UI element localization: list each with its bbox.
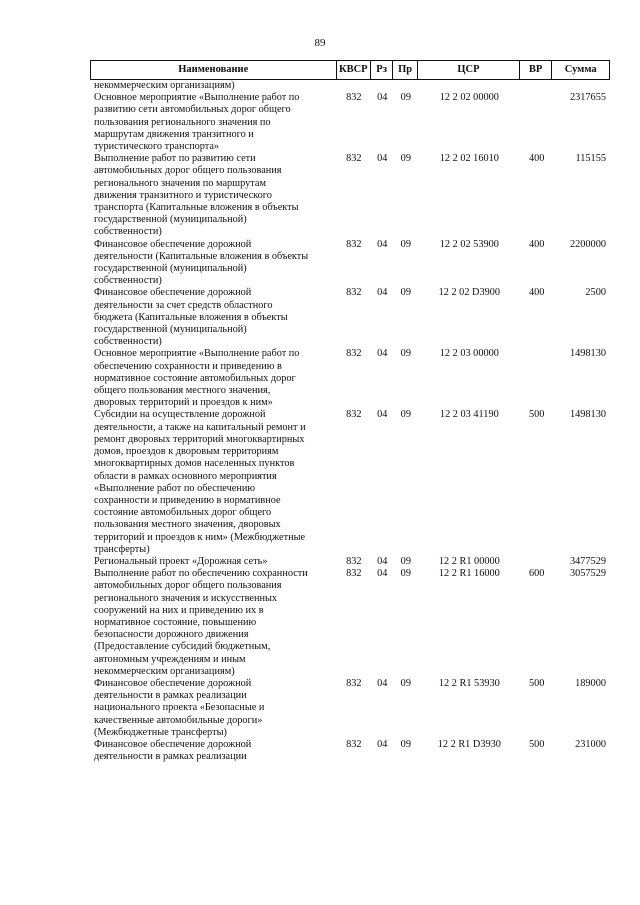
cell-sum: 1498130 <box>569 409 606 421</box>
cell-pr: 09 <box>400 92 411 104</box>
cell-csr: 12 2 R1 D3930 <box>437 738 501 750</box>
cell-rz: 04 <box>377 238 388 250</box>
table-row <box>90 348 610 409</box>
cell-rz: 04 <box>377 92 388 104</box>
cell-kvsr: 832 <box>346 153 362 165</box>
header-csr: ЦСР <box>418 61 520 79</box>
cell-csr: 12 2 02 53900 <box>439 238 499 250</box>
cell-sum: 2500 <box>585 287 606 299</box>
cell-csr: 12 2 R1 16000 <box>438 568 500 580</box>
table-row <box>90 556 610 568</box>
cell-csr: 12 2 02 00000 <box>439 92 499 104</box>
cell-name: Финансовое обеспечение дорожной деятельности (Капитальные вложения в объекты государственной (муниципальной) собственности) <box>94 238 309 287</box>
cell-kvsr: 832 <box>346 287 362 299</box>
cell-sum: 3057529 <box>569 568 606 580</box>
cell-sum: 2317655 <box>569 92 606 104</box>
table-row <box>90 239 610 288</box>
cell-name: некоммерческим организациям) <box>94 80 235 91</box>
cell-vr: 500 <box>528 409 545 421</box>
header-pr: Пр <box>393 61 418 79</box>
cell-vr: 400 <box>528 153 545 165</box>
cell-pr: 09 <box>400 738 411 750</box>
cell-kvsr: 832 <box>346 238 362 250</box>
cell-vr: 500 <box>528 677 545 689</box>
cell-pr: 09 <box>400 409 411 421</box>
cell-pr: 09 <box>400 153 411 165</box>
table-row <box>90 568 610 678</box>
table-row <box>90 92 610 153</box>
cell-sum <box>553 80 610 92</box>
cell-pr: 09 <box>400 348 411 360</box>
cell-pr: 09 <box>400 238 411 250</box>
cell-csr <box>418 80 520 92</box>
cell-csr: 12 2 R1 00000 <box>438 555 500 567</box>
cell-name: Выполнение работ по обеспечению сохранности автомобильных дорог общего пользования регионального значения и искусственных сооружений на них и приведению их в нормативное состояние, повышению безопасности дорожного движения (Предоставление субсидий бюджетным, автономным учреждениям и иным некоммерческим организациям) <box>94 568 308 677</box>
cell-kvsr: 832 <box>346 92 362 104</box>
cell-csr: 12 2 03 00000 <box>439 348 499 360</box>
cell-csr: 12 2 02 16010 <box>439 153 499 165</box>
cell-pr: 09 <box>400 287 411 299</box>
cell-vr <box>520 92 553 153</box>
cell-rz: 04 <box>377 348 388 360</box>
cell-rz: 04 <box>377 555 388 567</box>
cell-kvsr <box>337 80 372 92</box>
cell-pr: 09 <box>400 677 411 689</box>
cell-rz <box>371 80 393 92</box>
table-row <box>90 153 610 238</box>
cell-csr: 12 2 03 41190 <box>439 409 499 421</box>
header-vr: ВР <box>520 61 553 79</box>
cell-kvsr: 832 <box>346 677 362 689</box>
cell-vr: 600 <box>528 568 545 580</box>
cell-vr <box>520 80 553 92</box>
table-row <box>90 287 610 348</box>
table-row <box>90 678 610 739</box>
cell-name: Субсидии на осуществление дорожной деятельности, а также на капитальный ремонт и ремонт дворовых территорий многоквартирных домов, проездов к дворовым территориям многоквартирных домов населенных пунктов области в рамках основного мероприятия «Выполнение работ по обеспечению сохранности и приведению в нормативное состояние автомобильных дорог общего пользования местного значения, дворовых территорий и проездов к ним» (Межбюджетные трансферты) <box>94 409 306 555</box>
cell-rz: 04 <box>377 153 388 165</box>
cell-rz: 04 <box>377 409 388 421</box>
header-sum: Сумма <box>564 64 597 75</box>
cell-vr <box>520 348 553 409</box>
cell-name: Основное мероприятие «Выполнение работ по развитию сети автомобильных дорог общего пользования регионального значения по маршрутам движения транзитного и туристического транспорта» <box>94 92 300 153</box>
table-header <box>90 60 610 80</box>
cell-pr: 09 <box>400 555 411 567</box>
cell-sum: 115155 <box>575 153 606 165</box>
cell-kvsr: 832 <box>346 348 362 360</box>
budget-table <box>90 60 610 763</box>
cell-name: Финансовое обеспечение дорожной деятельности за счет средств областного бюджета (Капитальные вложения в объекты государственной (муниципальной) собственности) <box>94 287 288 348</box>
cell-kvsr: 832 <box>346 738 362 750</box>
cell-name: Основное мероприятие «Выполнение работ по обеспечению сохранности и приведению в нормативное состояние автомобильных дорог общего пользования местного значения, дворовых территорий и проездов к ним» <box>94 348 300 409</box>
cell-rz: 04 <box>377 568 388 580</box>
cell-kvsr: 832 <box>346 409 362 421</box>
cell-vr: 400 <box>528 238 545 250</box>
cell-name: Финансовое обеспечение дорожной деятельности в рамках реализации <box>94 738 252 763</box>
cell-sum: 189000 <box>575 677 606 689</box>
cell-vr: 500 <box>528 738 545 750</box>
table-row <box>90 409 610 555</box>
table-body <box>90 80 610 763</box>
cell-sum: 231000 <box>575 738 606 750</box>
cell-kvsr: 832 <box>346 568 362 580</box>
cell-vr <box>520 556 553 568</box>
cell-rz: 04 <box>377 677 388 689</box>
cell-pr <box>393 80 418 92</box>
cell-name: Выполнение работ по развитию сети автомобильных дорог общего пользования регионального значения по маршрутам движения транзитного и туристического транспорта (Капитальные вложения в объекты государственной (муниципальной) собственности) <box>94 153 299 238</box>
cell-kvsr: 832 <box>346 555 362 567</box>
cell-name: Финансовое обеспечение дорожной деятельности в рамках реализации национального проекта «Безопасные и качественные автомобильные дороги» (Межбюджетные трансферты) <box>94 677 265 738</box>
cell-sum: 3477529 <box>569 555 606 567</box>
cell-csr: 12 2 R1 53930 <box>438 677 500 689</box>
cell-pr: 09 <box>400 568 411 580</box>
cell-sum: 2200000 <box>569 238 606 250</box>
header-kvsr: КВСР <box>337 61 372 79</box>
cell-vr: 400 <box>528 287 545 299</box>
table-row <box>90 739 610 763</box>
header-name: Наименование <box>91 61 337 79</box>
cell-name: Региональный проект «Дорожная сеть» <box>94 555 268 567</box>
cell-rz: 04 <box>377 738 388 750</box>
page-number: 89 <box>314 37 326 49</box>
cell-sum: 1498130 <box>569 348 606 360</box>
cell-csr: 12 2 02 D3900 <box>438 287 501 299</box>
cell-rz: 04 <box>377 287 388 299</box>
header-rz: Рз <box>371 61 393 79</box>
table-row <box>90 80 610 92</box>
